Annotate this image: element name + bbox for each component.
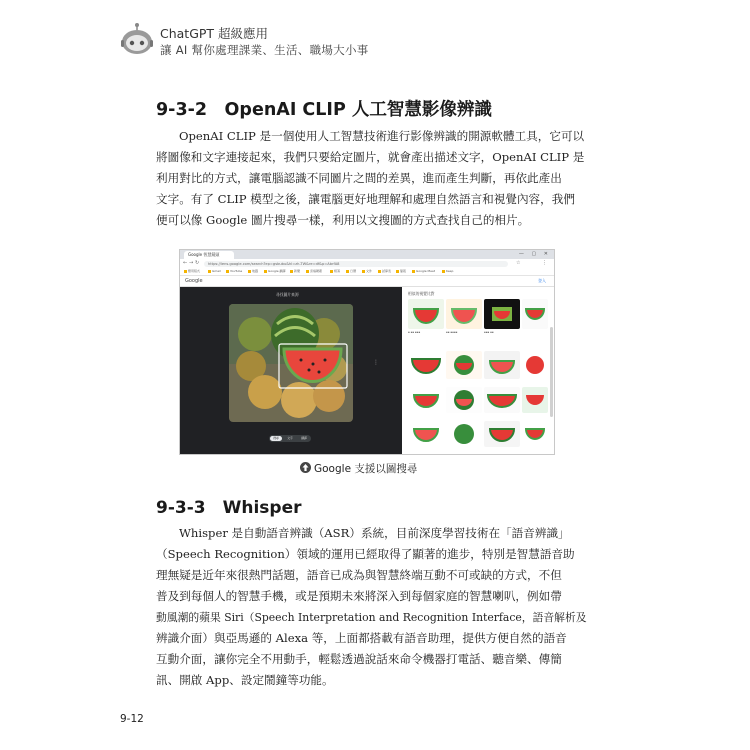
google-lens-screenshot [179, 249, 555, 455]
section-heading-whisper: 9-3-3 Whisper [156, 498, 302, 518]
lens-mode-search[interactable]: 搜尋 [270, 436, 282, 441]
lens-mode-translate[interactable]: 翻譯 [301, 436, 307, 440]
bookmark-item[interactable]: 地圖 [248, 269, 258, 274]
robot-mascot-icon [120, 22, 154, 58]
figure-caption: Google 支援以圖搜尋 [314, 463, 418, 475]
paragraph-line: Whisper 是自動語音辨識（ASR）系統，目前深度學習技術在「語音辨識」 [179, 526, 570, 540]
bookmark-item[interactable]: 簡報 [396, 269, 406, 274]
up-arrow-circle-icon [300, 462, 311, 473]
result-thumbnail[interactable] [484, 351, 520, 379]
result-thumbnail[interactable] [484, 299, 520, 329]
result-thumbnail[interactable] [446, 387, 482, 413]
result-caption: ▪▪ ▪▪▪▪ [446, 331, 458, 334]
paragraph-line: （Speech Recognition）領域的運用已經取得了顯著的進步，特別是智慧語音助 [156, 547, 575, 561]
paragraph-line: 辨識介面）與亞馬遜的 Alexa 等，上面都搭載有語音助理，提供方便自然的語音 [156, 631, 567, 645]
back-arrow-icon[interactable]: ← [183, 260, 188, 266]
bookmarks-bar [180, 268, 554, 276]
browser-tab-bar [180, 250, 554, 259]
bookmark-item[interactable]: 新聞 [290, 269, 300, 274]
result-thumbnail[interactable] [484, 387, 520, 413]
paragraph-line: 訊、開啟 App、設定鬧鐘等功能。 [156, 673, 334, 687]
paragraph-line: 互動介面，讓你完全不用動手，輕鬆透過說話來命令機器打電話、聽音樂、傳簡 [156, 652, 562, 666]
bookmark-item[interactable]: 雲端硬碟 [306, 269, 322, 274]
result-thumbnail[interactable] [446, 351, 482, 379]
browser-tab[interactable]: Google 智慧鏡頭 [184, 251, 234, 259]
result-thumbnail[interactable] [408, 351, 444, 379]
bookmark-item[interactable]: 試算表 [378, 269, 391, 274]
find-source-button[interactable]: 尋找圖片來源 [276, 292, 299, 297]
paragraph-line: 利用對比的方式，讓電腦認識不同圖片之間的差異，進而產生判斷，再依此產出 [156, 171, 562, 185]
result-caption: ▪▪▪ ▪▪ [484, 331, 494, 334]
lens-image-panel [180, 287, 402, 454]
book-subtitle: 讓 AI 幫你處理課業、生活、職場大小事 [160, 43, 369, 57]
more-icon[interactable]: ⋮ [373, 359, 379, 366]
url-field[interactable]: https://lens.google.com/search?ep=gsbubu&hl=zh-TW&re=df&p=AbrfA8 [204, 261, 508, 267]
lens-mode-toggle [269, 435, 311, 442]
paragraph-line: 動風潮的蘋果 Siri（Speech Interpretation and Recognition Interface，語音解析及 [156, 611, 587, 624]
bookmark-item[interactable]: Google 翻譯 [264, 269, 286, 274]
reload-icon[interactable]: ↻ [195, 260, 200, 266]
result-thumbnail[interactable] [446, 421, 482, 447]
google-header [180, 276, 554, 287]
paragraph-line: 文字。有了 CLIP 模型之後，讓電腦更好地理解和處理自然語言和視覺內容，我們 [156, 192, 575, 206]
forward-arrow-icon[interactable]: → [189, 260, 194, 266]
section-heading-clip: 9-3-2 OpenAI CLIP 人工智慧影像辨識 [156, 100, 492, 120]
paragraph-line: 普及到每個人的智慧手機，或是預期未來將深入到每個家庭的智慧喇叭，例如帶 [156, 589, 562, 603]
result-thumbnail[interactable] [522, 299, 548, 329]
result-thumbnail[interactable] [484, 421, 520, 447]
bookmark-item[interactable]: 相簿 [330, 269, 340, 274]
book-title: ChatGPT 超級應用 [160, 26, 269, 41]
result-thumbnail[interactable] [522, 351, 548, 379]
fruit-photo [229, 304, 353, 422]
window-controls-icon[interactable]: — ▢ ✕ [518, 251, 551, 257]
star-icon[interactable]: ☆ [516, 260, 521, 266]
menu-dots-icon[interactable]: ⋮ [542, 260, 547, 266]
results-title: 相似的視覺比對 [408, 291, 435, 296]
result-caption: ▪ ▪▪ ▪▪▪ [408, 331, 421, 334]
result-thumbnail[interactable] [522, 387, 548, 413]
results-scrollbar[interactable] [550, 327, 553, 417]
result-thumbnail[interactable] [522, 421, 548, 447]
lens-mode-text[interactable]: 文字 [287, 436, 293, 440]
bookmark-item[interactable]: Keep [442, 269, 453, 274]
bookmark-item[interactable]: Gmail [208, 269, 221, 274]
address-bar [180, 259, 554, 268]
result-thumbnail[interactable] [446, 299, 482, 329]
bookmark-item[interactable]: 應用程式 [184, 269, 200, 274]
result-thumbnail[interactable] [408, 299, 444, 329]
whisper-paragraph [156, 523, 590, 691]
running-header [120, 20, 420, 64]
paragraph-line: 將圖像和文字連接起來，我們只要給定圖片，就會產出描述文字，OpenAI CLIP 是 [156, 150, 585, 164]
bookmark-item[interactable]: Google Meet [412, 269, 435, 274]
result-thumbnail[interactable] [408, 387, 444, 413]
bookmark-item[interactable]: YouTube [226, 269, 242, 274]
paragraph-line: 理無疑是近年來很熱門話題，語音已成為與智慧終端互動不可或缺的方式，不但 [156, 568, 562, 582]
sign-in-button[interactable]: 登入 [538, 278, 546, 283]
bookmark-item[interactable]: 文件 [362, 269, 372, 274]
page-number: 9-12 [120, 713, 144, 725]
visual-matches-panel [402, 287, 554, 454]
paragraph-line: OpenAI CLIP 是一個使用人工智慧技術進行影像辨識的開源軟體工具，它可以 [179, 129, 585, 143]
paragraph-line: 便可以像 Google 圖片搜尋一樣，利用以文搜圖的方式查找自己的相片。 [156, 213, 530, 227]
google-logo[interactable]: Google [185, 278, 203, 284]
clip-paragraph [156, 126, 590, 231]
result-thumbnail[interactable] [408, 421, 444, 447]
bookmark-item[interactable]: 日曆 [346, 269, 356, 274]
